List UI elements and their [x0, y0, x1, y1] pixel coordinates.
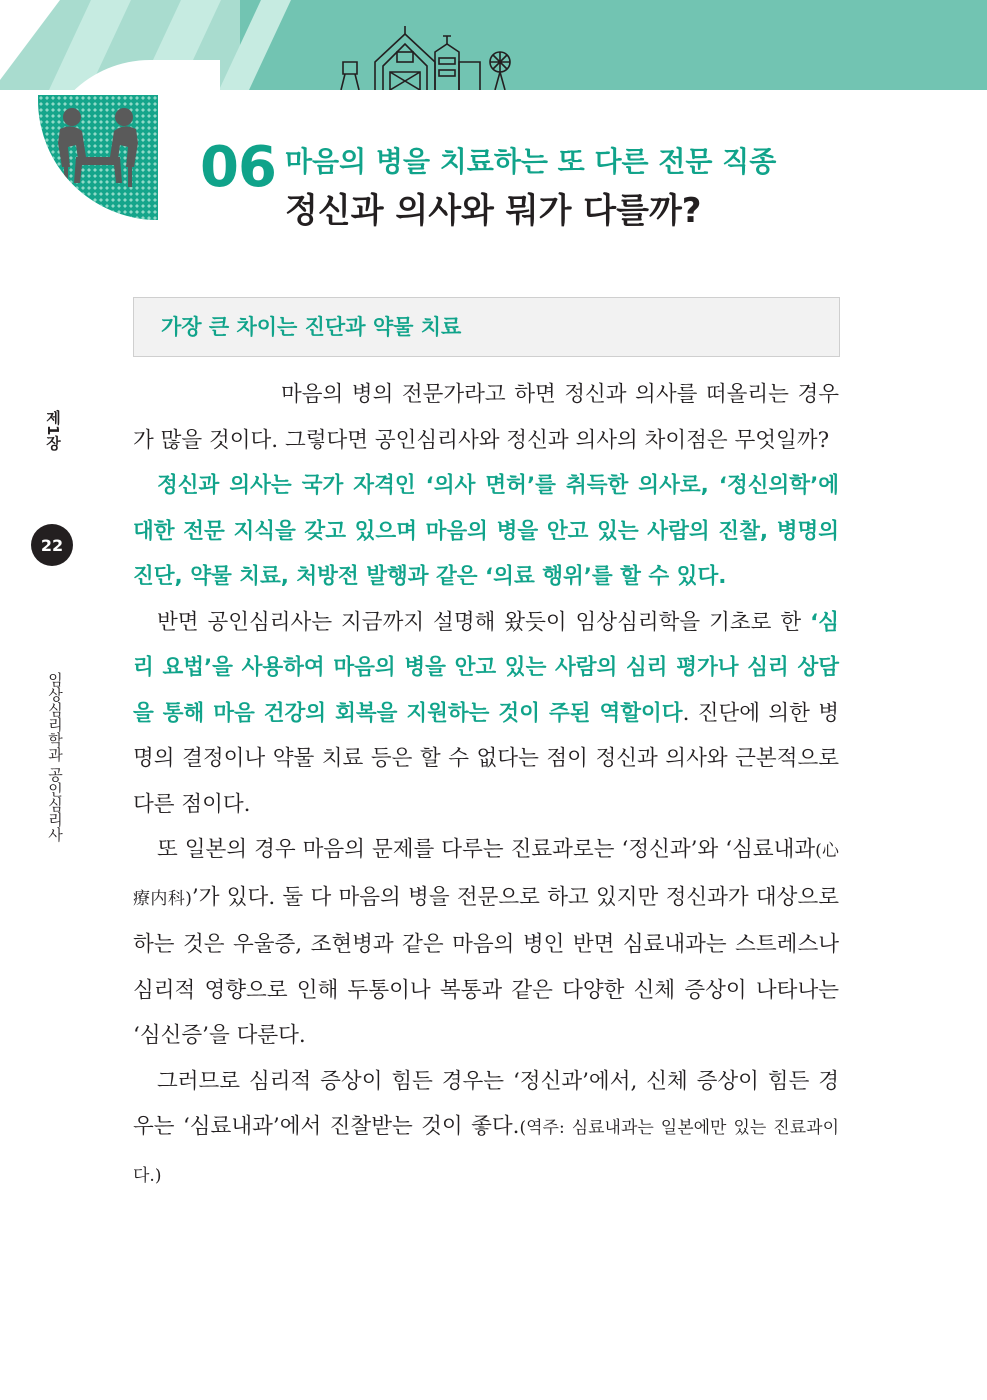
- paragraph-3-text-b: . 진단에 의한 병명의 결정이나 약물 치료 등은 할 수 없다는 점이 정신과 의사와 근본적으로 다른 점이다.: [133, 700, 840, 817]
- page-title: 정신과 의사와 뭐가 다를까?: [285, 191, 702, 231]
- paragraph-3-text-a: 반면 공인심리사는 지금까지 설명해 왔듯이 임상심리학을 기초로 한: [157, 609, 811, 635]
- paragraph-5: [133, 1059, 839, 1200]
- translator-note: (역주: 심료내과는 일본에만 있는 진료과이다.): [133, 1118, 839, 1186]
- paragraph-4-text-b: ’가 있다. 둘 다 마음의 병을 전문으로 하고 있지만 정신과가 대상으로 하는 것은 우울증, 조현병과 같은 마음의 병인 반면 심료내과는 스트레스나 심리적 영향으로 인해 두통이나 복통과 같은 다양한 신체 증상이 나타나는 ‘심신증’을 다룬다.: [133, 884, 839, 1048]
- chapter-badge: [38, 95, 158, 220]
- section-heading-box: [133, 297, 840, 357]
- paragraph-2-highlight: 정신과 의사는 국가 자격인 ‘의사 면허’를 취득한 의사로, ‘정신의학’에 대한 전문 지식을 갖고 있으며 마음의 병을 안고 있는 사람의 진찰, 병명의 진단, 약물 치료, 처방전 발행과 같은 ‘의료 행위’를 할 수 있다.: [133, 473, 839, 589]
- section-title: 가장 큰 차이는 진단과 약물 치료: [161, 315, 462, 339]
- barn-illustration-icon: [335, 22, 525, 90]
- page-number: 22: [31, 524, 73, 566]
- paragraph-4-text-a: 또 일본의 경우 마음의 문제를 다루는 진료과로는 ‘정신과’와 ‘심료내과: [157, 837, 816, 862]
- header-corner: [0, 0, 60, 80]
- sidebar-chapter-label: 제1장: [44, 410, 62, 451]
- body-text: [133, 372, 839, 1199]
- counseling-people-icon: [38, 95, 158, 220]
- page-subtitle: 마음의 병을 치료하는 또 다른 전문 직종: [285, 145, 777, 178]
- chapter-number: 06: [200, 135, 276, 200]
- paragraph-4: [133, 827, 839, 1059]
- paragraph-3-highlight: ‘심리 요법’을 사용하여 마음의 병을 안고 있는 사람의 심리 평가나 심리 상담을 통해 마음 건강의 회복을 지원하는 것이 주된 역할이다: [133, 609, 839, 726]
- paragraph-5-text: 그러므로 심리적 증상이 힘든 경우는 ‘정신과’에서, 신체 증상이 힘든 경우는 ‘심료내과’에서 진찰받는 것이 좋다.: [133, 1068, 839, 1139]
- sidebar-book-title: 임상심리학과 공인심리사: [46, 672, 64, 842]
- paragraph-1: 마음의 병의 전문가라고 하면 정신과 의사를 떠올리는 경우가 많을 것이다. 그렇다면 공인심리사와 정신과 의사의 차이점은 무엇일까?: [133, 382, 839, 453]
- paragraph-3: [133, 600, 839, 828]
- paragraph-4-hanja: (心療内科): [133, 841, 839, 909]
